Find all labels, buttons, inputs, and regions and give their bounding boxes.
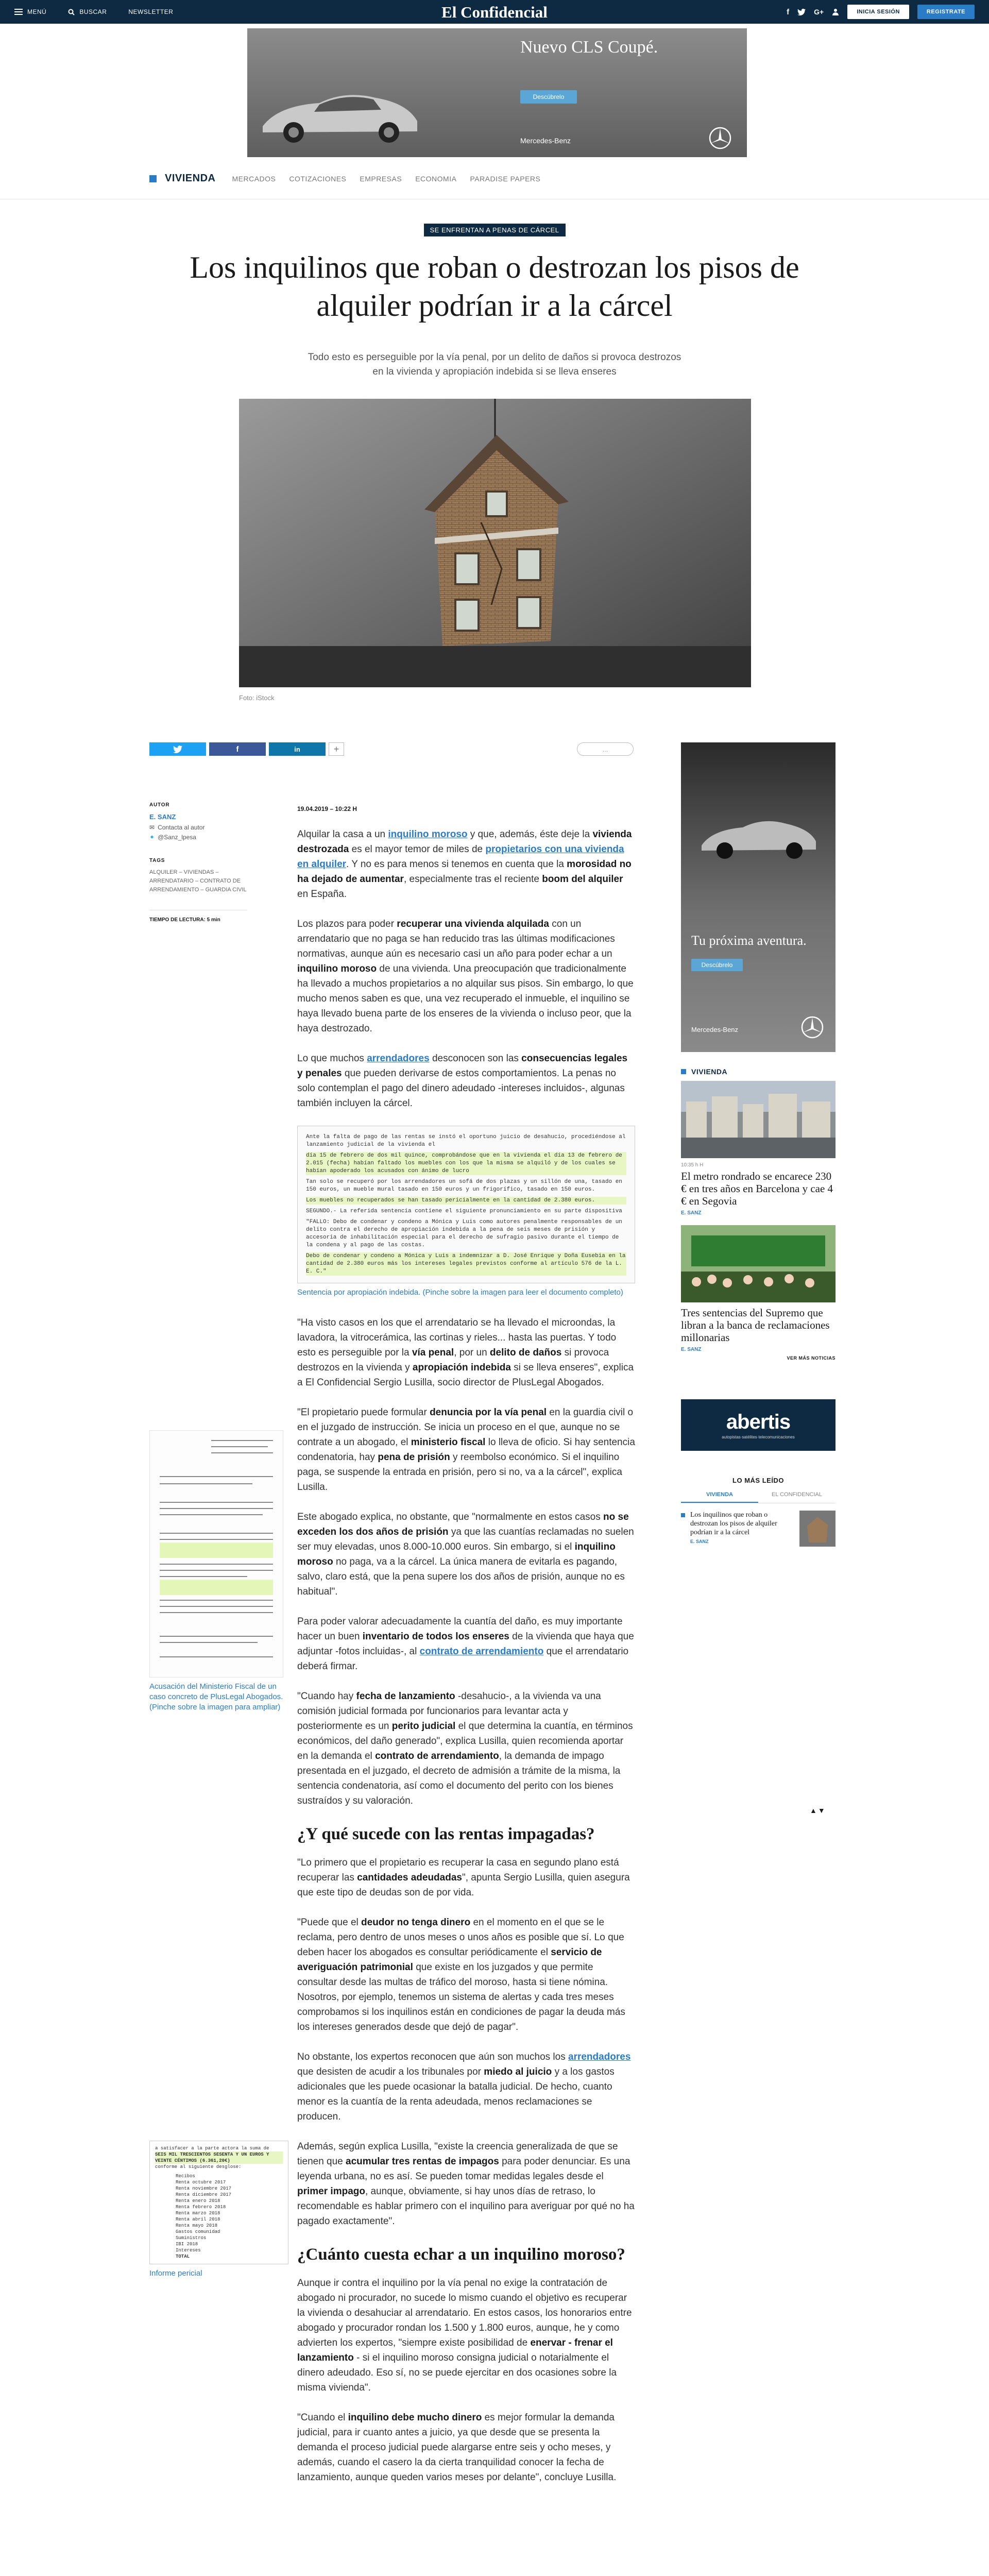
doc-line: SEIS MIL TRESCIENTOS SESENTA Y UN EUROS Y VEINTE CÉNTIMOS (6.361,20€)	[155, 2151, 283, 2164]
section-link-mercados[interactable]: MERCADOS	[232, 174, 276, 183]
section-link-cotizaciones[interactable]: COTIZACIONES	[289, 174, 347, 183]
news-time: 10:35 h H	[681, 1162, 704, 1168]
section-nav	[149, 173, 554, 184]
author-handle: @Sanz_lpesa	[158, 834, 196, 841]
most-read	[681, 1477, 835, 1547]
twitter-icon	[173, 745, 182, 753]
more-news-link[interactable]: VER MÁS NOTICIAS	[787, 1355, 835, 1361]
author-name[interactable]: E. SANZ	[149, 813, 176, 821]
search-label: BUSCAR	[79, 8, 107, 15]
hero-image[interactable]	[239, 399, 751, 687]
paragraph: Además, según explica Lusilla, "existe la creencia generalizada de que se tienen que acumular tres rentas de impagos para poder denunciar. Es una leyenda urbana, no es así. Se pueden tomar medidas legales desde el primer impago, aunque, obviamente, si hay unos días de retraso, lo recomendable es hablar primero con el inquilino para averiguar por qué no ha pagado exactamente".	[297, 2141, 635, 2227]
publication-date: 19.04.2019 – 10:22 H	[297, 805, 357, 812]
top-ad-headline: Nuevo CLS Coupé.	[520, 38, 658, 57]
paragraph: Alquilar la casa a un inquilino moroso y que, además, éste deje la vivienda destrozada es el mayor temor de miles de propietarios con una vivienda en alquiler. Y no es para menos si tenemos en cuenta que la morosidad no ha dejado de aumentar, especialmente tras el reciente boom del alquiler en España.	[297, 829, 632, 900]
invoice-excerpt	[149, 2141, 288, 2264]
mercedes-logo-icon	[708, 126, 732, 150]
section-title[interactable]: VIVIENDA	[165, 173, 216, 184]
sidebar-section-label: VIVIENDA	[691, 1067, 728, 1076]
doc-line: Ante la falta de pago de las rentas se instó el oportuno juicio de desahucio, procediéndose al lanzamiento judicial de la vivienda el	[306, 1134, 626, 1148]
invoice-row: Renta octubre 2017	[176, 2180, 226, 2185]
linkedin-share-button[interactable]	[269, 742, 326, 756]
car-illustration	[696, 804, 820, 861]
author-label: AUTOR	[149, 802, 170, 808]
document-figure[interactable]	[297, 1126, 635, 1298]
top-ad-banner[interactable]	[247, 28, 747, 157]
doc-line: "FALLO: Debo de condenar y condeno a Mónica y Luis como autores penalmente responsables de un delito contra el derecho de apropiación indebida a la pena de seis meses de prisión y accesoria de inhabilitación especial para el derecho de sufragio pasivo durante el tiempo de la condena y al pago de las costas.	[306, 1219, 622, 1248]
doc-line: Tan solo se recuperó por los arrendadores un sofá de dos plazas y un sillón de una, tasado en 150 euros, un mueble mural tasado en 150 euros y un frigorífico, tasado en 150 euros.	[306, 1179, 622, 1193]
top-ad-brand: Mercedes-Benz	[520, 137, 571, 145]
comments-count-button[interactable]	[577, 742, 634, 756]
paragraph: Este abogado explica, no obstante, que "normalmente en estos casos no se exceden los dos años de prisión ya que las cuantías reclamadas no suelen ser muy elevadas, unos 8.000-10.000 euros. Sin embargo, si el inquilino moroso no paga, va a la cárcel. La única manera de evitarla es pagando, salvo, claro está, que la pena supere los dos años de prisión, aunque no es habitual".	[297, 1512, 634, 1597]
facebook-icon: f	[236, 744, 239, 754]
rank-number	[681, 1513, 685, 1517]
top-bar	[0, 0, 989, 24]
paragraph: Aunque ir contra el inquilino por la vía penal no exige la contratación de abogado ni procurador, no sucede lo mismo cuando el objetivo es recuperar la vivienda o desahuciar al arrendatario. En estos casos, los honorarios entre abogado y procurador rondan los 1.500 y 1.800 euros, aunque, he y como advierten los expertos, "siempre existe posibilidad de enervar - frenar el lanzamiento - si el inquilino moroso consigna judicial o notarialmente el dinero adeudado. Eso sí, no se puede ejercitar en dos ocasiones sobre la misma vivienda".	[297, 2278, 632, 2393]
paragraph: Los plazos para poder recuperar una vivienda alquilada con un arrendatario que no paga se han reducido tras las últimas modificaciones normativas, aunque aún es necesario casi un año para poder echar a un inquilino moroso de una vivienda. Una preocupación que tradicionalmente ha llevado a muchos propietarios a no alquilar sus pisos. Sin embargo, lo que mucho menos saben es que, una vez recuperado el inmueble, el inquilino se haya llevado buena parte de los enseres de la vivienda o incluso peor, que la haya destrozado.	[297, 919, 634, 1034]
invoice-row: IBI 2018	[176, 2242, 198, 2247]
tags-label: TAGS	[149, 858, 165, 863]
author-column	[149, 801, 247, 924]
inline-link[interactable]: arrendadores	[568, 2052, 631, 2062]
kicker	[0, 226, 989, 235]
sponsor-box[interactable]	[681, 1399, 835, 1451]
invoice-row: Renta marzo 2018	[176, 2211, 220, 2216]
invoice-row: Renta enero 2018	[176, 2198, 220, 2204]
mail-icon: ✉	[149, 824, 155, 831]
author-contact-label: Contacta al autor	[158, 824, 205, 831]
newsletter-label: NEWSLETTER	[128, 8, 174, 15]
news-image-city[interactable]	[681, 1081, 835, 1158]
sidebar-ad-headline: Tu próxima aventura.	[691, 933, 807, 948]
article-headline: Los inquilinos que roban o destrozan los pisos de alquiler podrían ir a la cárcel	[190, 250, 799, 323]
menu-label: MENÚ	[27, 8, 47, 15]
sidebar-ad[interactable]	[681, 742, 835, 1052]
top-ad-cta[interactable]: Descúbrelo	[520, 90, 577, 104]
legal-document-image	[149, 1430, 283, 1677]
twitter-icon[interactable]	[797, 9, 806, 15]
inline-link[interactable]: contrato de arrendamiento	[419, 1646, 544, 1657]
news-author[interactable]: E. SANZ	[681, 1210, 702, 1216]
invoice-row: TOTAL	[176, 2254, 190, 2259]
reading-time: TIEMPO DE LECTURA: 5 min	[149, 910, 247, 924]
twitter-small-icon: ✦	[149, 834, 155, 841]
paragraph: "Puede que el deudor no tenga dinero en el momento en el que se le reclama, pero dentro de unos meses o unos años es posible que sí. Lo que deben hacer los abogados es consultar periódicamente el servicio de averiguación patrimonial que existe en los juzgados y que permite consultar desde las multas de tráfico del moroso, hasta si tiene nómina. Nosotros, por ejemplo, tenemos un sistema de alertas y cada tres meses comprobamos si los inquilinos están en condiciones de pagar la deuda más los intereses generados desde que dejó de pagar".	[297, 1917, 625, 2032]
most-read-author: E. SANZ	[690, 1539, 709, 1544]
inline-link[interactable]: arrendadores	[367, 1053, 430, 1064]
site-logo[interactable]: El Confidencial	[441, 3, 548, 21]
invoice-row: Intereses	[176, 2248, 201, 2253]
doc-line: conforme al siguiente desglose:	[155, 2164, 242, 2170]
author-twitter[interactable]	[149, 833, 247, 842]
document-figure-left[interactable]	[149, 1430, 283, 1713]
doc-line: Debo de condenar y condeno a Mónica y Luis a indemnizar a D. José Enrique y Doña Eusebia en la cantidad de 2.380 euros más los intereses legales previstos conforme al artículo 576 de la L. E. C."	[306, 1253, 626, 1275]
author-contact[interactable]	[149, 823, 247, 832]
sidebar-news	[681, 1067, 835, 1361]
news-title[interactable]: El metro rondrado se encarece 230 € en tres años en Barcelona y cae 4 € en Segovia	[681, 1170, 833, 1207]
news-image-protest[interactable]	[681, 1225, 835, 1302]
invoice-row: Renta noviembre 2017	[176, 2186, 232, 2191]
house-illustration	[239, 399, 751, 687]
paragraph: No obstante, los expertos reconocen que aún son muchos los arrendadores que desisten de acudir a los tribunales por miedo al juicio y a los gastos adicionales que les puede ocasionar la batalla judicial. De hecho, cuanto menor es la cuantía de la renta adeudada, menos reclamaciones se producen.	[297, 2052, 631, 2122]
most-read-tabs	[681, 1492, 835, 1503]
mercedes-logo-icon	[800, 1015, 824, 1039]
arrow-down-icon[interactable]: ▼	[817, 1806, 826, 1815]
paragraph: "Ha visto casos en los que el arrendatario se ha llevado el microondas, la lavadora, la vitrocerámica, las cortinas y rieles... hasta las puertas. Y todo esto es perseguible por la vía penal, por un delito de daños si provoca destrozos en la vivienda y apropiación indebida si se lleva enseres", explica a El Confidencial Sergio Lusilla, socio director de PlusLegal Abogados.	[297, 1317, 634, 1388]
section-link-empresas[interactable]: EMPRESAS	[360, 174, 402, 183]
plus-icon: +	[333, 743, 339, 754]
menu-button[interactable]	[14, 8, 46, 15]
facebook-icon[interactable]: f	[787, 7, 790, 16]
tab-vivienda[interactable]: VIVIENDA	[681, 1492, 758, 1503]
news-author[interactable]: E. SANZ	[681, 1347, 702, 1352]
sponsor-tagline: autopistas·satélites·telecomunicaciones	[722, 1435, 795, 1439]
arrow-up-icon[interactable]: ▲	[810, 1806, 818, 1815]
tags-list[interactable]: ALQUILER – VIVIENDAS – ARRENDATARIO – CONTRATO DE ARRENDAMIENTO – GUARDIA CIVIL	[149, 869, 247, 893]
invoice-row: Recibos	[176, 2174, 195, 2179]
invoice-row: Renta diciembre 2017	[176, 2192, 232, 2197]
document-excerpt	[297, 1126, 635, 1283]
google-plus-icon[interactable]: G+	[814, 8, 824, 16]
sidebar-ad-cta[interactable]: Descúbrelo	[691, 959, 743, 971]
login-button[interactable]: INICIA SESIÓN	[847, 5, 909, 19]
more-share-button[interactable]	[329, 742, 344, 756]
paragraph: Para poder valorar adecuadamente la cuantía del daño, es muy importante hacer un buen inventario de todos los enseres de la vivienda que haya que adjuntar -fotos incluidas-, al contrato de arrendamiento que el arrendatario deberá firmar.	[297, 1616, 634, 1672]
comments-bubble-label: ...	[602, 745, 608, 753]
figure-caption: Informe pericial	[149, 2269, 202, 2278]
register-button[interactable]: REGISTRATE	[917, 5, 975, 19]
subheading: ¿Cuánto cuesta echar a un inquilino moroso?	[297, 2245, 625, 2264]
paragraph: Lo que muchos arrendadores desconocen son las consecuencias legales y penales que pueden derivarse de estos comportamientos. La penas no solo contemplan el pago del dinero adeudado -intereses incluidos-, algunas también incluyen la cárcel.	[297, 1053, 628, 1109]
most-read-title-text: Los inquilinos que roban o destrozan los pisos de alquiler podrían ir a la cárcel	[690, 1511, 777, 1536]
invoice-rows	[155, 2173, 283, 2260]
newsletter-link[interactable]	[128, 8, 173, 15]
sponsor-logo: abertis	[726, 1411, 791, 1433]
paragraph: "Cuando hay fecha de lanzamiento -desahucio-, a la vivienda va una comisión judicial formada por funcionarios para levantar acta y posteriormente es un perito judicial el que determina la cuantía, en términos económicos, del daño generado", explica Lusilla, quien recomienda aportar en la demanda el contrato de arrendamiento, la demanda de impago presentada en el juzgado, el decreto de admisión a trámite de la misma, la sentencia condenatoria, así como el documento del perito con los bienes sustraídos y su valoración.	[297, 1691, 633, 1806]
share-bar	[149, 742, 344, 756]
inline-link[interactable]: inquilino moroso	[388, 829, 468, 840]
invoice-row: Suministros	[176, 2235, 207, 2241]
figure-caption: Sentencia por apropiación indebida. (Pinche sobre la imagen para leer el documento completo)	[297, 1288, 623, 1297]
doc-line: Los muebles no recuperados se han tasado pericialmente en la cantidad de 2.380 euros.	[306, 1197, 626, 1205]
most-read-thumb	[799, 1511, 835, 1547]
invoice-row: Renta mayo 2018	[176, 2223, 218, 2228]
news-title[interactable]: Tres sentencias del Supremo que libran a la banca de reclamaciones millonarias	[681, 1307, 830, 1344]
linkedin-icon: in	[294, 745, 300, 753]
paragraph: "Lo primero que el propietario es recuperar la casa en segundo plano está recuperar las cantidades adeudadas", apunta Sergio Lusilla, quien asegura que este tipo de deudas son de por vida.	[297, 1857, 630, 1898]
invoice-row: Gastos comunidad	[176, 2229, 220, 2234]
invoice-row: Renta abril 2018	[176, 2217, 220, 2222]
doc-line: a satisfacer a la parte actora la suma de	[155, 2146, 269, 2151]
sidebar-section-title[interactable]	[681, 1067, 835, 1076]
subheading: ¿Y qué sucede con las rentas impagadas?	[297, 1825, 595, 1843]
search-button[interactable]	[68, 8, 107, 15]
figure-caption: Acusación del Ministerio Fiscal de un caso concreto de PlusLegal Abogados. (Pinche sobre la imagen para ampliar)	[149, 1682, 283, 1711]
invoice-row: Renta febrero 2018	[176, 2205, 226, 2210]
article-subhead: Todo esto es perseguible por la vía penal, por un delito de daños si provoca destrozos en la vivienda y apropiación indebida si se lleva enseres	[308, 352, 681, 377]
hamburger-icon	[14, 9, 23, 15]
tab-el-confidencial[interactable]: EL CONFIDENCIAL	[771, 1492, 822, 1498]
most-read-title: LO MÁS LEÍDO	[732, 1477, 784, 1484]
sidebar-ad-brand: Mercedes-Benz	[691, 1026, 739, 1033]
paragraph: "El propietario puede formular denuncia por la vía penal en la guardia civil o en el juzgado de instrucción. Se inicia un proceso en el que, aunque no se contrate a un abogado, el ministerio fiscal lo lleva de oficio. Si hay sentencia condenatoria, hay pena de prisión y reembolso económico. Si el inquilino paga, se suspende la entrada en prisión, pero si no, va a la cárcel", explica Lusilla.	[297, 1407, 635, 1493]
photo-caption: Foto: iStock	[239, 694, 275, 702]
section-marker	[149, 175, 157, 182]
most-read-item[interactable]	[681, 1511, 835, 1547]
doc-line: SEGUNDO.- La referida sentencia contiene el siguiente pronunciamiento en su parte dispositiva	[306, 1208, 622, 1214]
paragraph: "Cuando el inquilino debe mucho dinero es mejor formular la demanda judicial, para ir cuanto antes a juicio, ya que desde que se presenta la demanda el proceso judicial puede alargarse entre seis y ocho meses, y además, cuando el casero la da cierta tranquilidad conocer la fecha de lanzamiento, aunque queden varios meses por delante", concluye Lusilla.	[297, 2412, 617, 2483]
twitter-share-button[interactable]	[149, 742, 206, 756]
document-figure-invoice[interactable]	[149, 2141, 288, 2279]
section-link-paradise-papers[interactable]: PARADISE PAPERS	[470, 174, 541, 183]
article-body	[297, 802, 635, 2500]
inline-link[interactable]: propietarios con una vivienda en alquiler	[297, 844, 624, 870]
search-icon	[68, 9, 75, 15]
kicker-label: SE ENFRENTAN A PENAS DE CÁRCEL	[424, 224, 566, 236]
user-icon[interactable]	[832, 8, 839, 15]
scroll-arrows[interactable]	[810, 1806, 826, 1815]
doc-line: día 15 de febrero de dos mil quince, comprobándose que en la vivienda el día 13 de febrero de 2.015 (fecha) habían faltado los muebles con los que la misma se alquiló y de los cuales se habían apoderado los acusados con ánimo de lucro	[306, 1152, 626, 1175]
section-link-economia[interactable]: ECONOMIA	[415, 174, 457, 183]
facebook-share-button[interactable]	[209, 742, 266, 756]
car-illustration	[258, 75, 422, 147]
